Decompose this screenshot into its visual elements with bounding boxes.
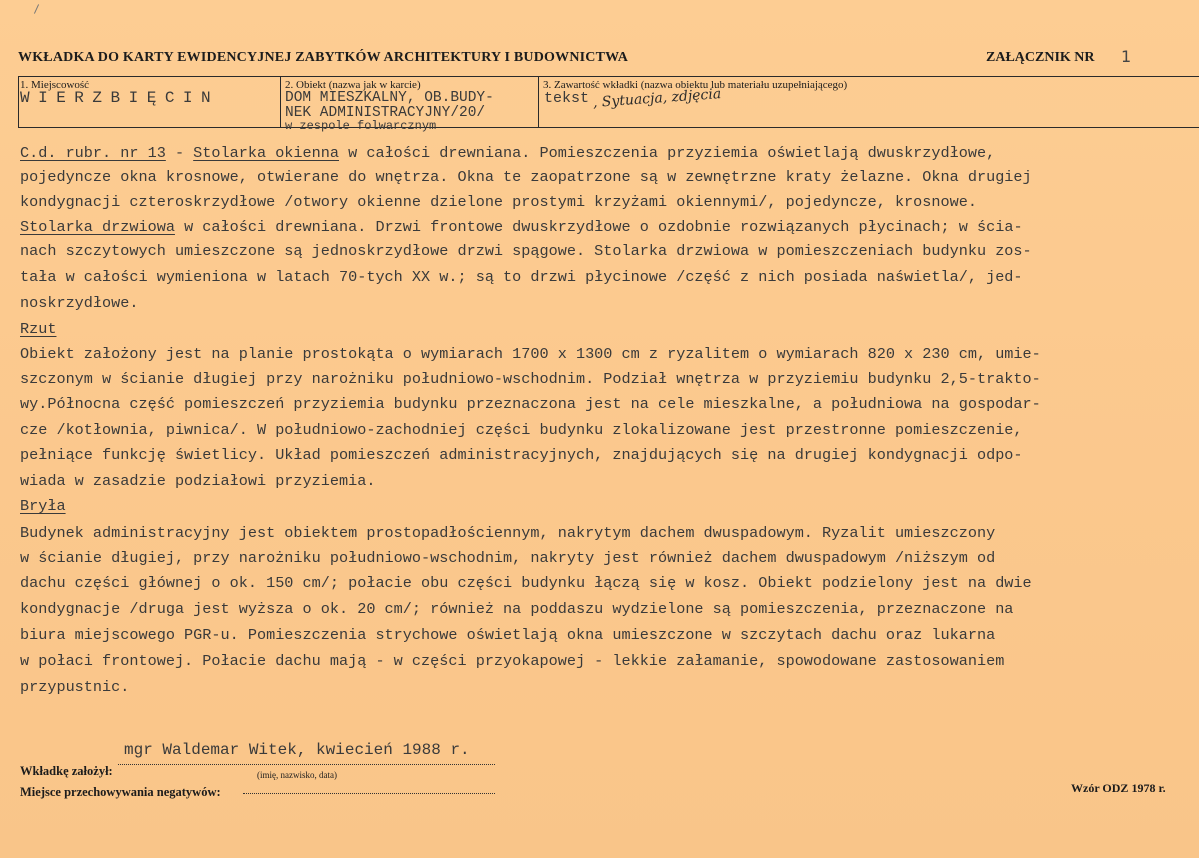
rubric-ref: C.d. rubr. nr 13 <box>20 144 166 162</box>
negatywy-label: Miejsce przechowywania negatywów: <box>20 785 221 799</box>
field-divider-2 <box>538 76 539 128</box>
zalozyl-caption: (imię, nazwisko, data) <box>257 770 337 780</box>
bryla-line-1: Budynek administracyjny jest obiektem prostopadłościennym, nakrytym dachem dwuspadowym. Ryzalit umieszczony <box>20 524 996 542</box>
dash: - <box>165 144 194 162</box>
rzut-line-4: cze /kotłownia, piwnica/. W południowo-zachodniej części budynku zlokalizowane jest przestronne pomieszczenie, <box>20 421 1023 439</box>
attachment-label: ZAŁĄCZNIK NR <box>986 50 1095 65</box>
attachment-number: 1 <box>1121 47 1132 66</box>
body-line-5: nach szczytowych umieszczone są jednoskrzydłowe drzwi spągowe. Stolarka drzwiowa w pomieszczeniach budynku zos- <box>20 242 1032 260</box>
heading-bryla: Bryła <box>20 497 66 515</box>
body-line-4 <box>20 220 1023 235</box>
negatywy-dotted-line <box>243 793 495 794</box>
zawartosc-handwritten-value: , Sytuacja, zdjęcia <box>592 86 722 111</box>
body-line-3: kondygnacji czteroskrzydłowe /otwory okienne dzielone prostymi krzyżami okiennymi/, pojedyncze, krosnowe. <box>20 193 977 211</box>
zawartosc-label: 3. Zawartość wkładki (nazwa obiektu lub materiału uzupełniającego) <box>543 79 848 91</box>
body-line-1 <box>20 146 995 161</box>
pencil-mark <box>34 4 39 13</box>
bryla-line-6: w połaci frontowej. Połacie dachu mają - w części przyokapowej - lekkie załamanie, spowodowane zastosowaniem <box>20 652 1005 670</box>
heading-stolarka-okienna: Stolarka okienna <box>193 144 339 162</box>
rzut-line-1: Obiekt założony jest na planie prostokąta o wymiarach 1700 x 1300 cm z ryzalitem o wymiarach 820 x 230 cm, umie- <box>20 345 1041 363</box>
bryla-line-3: dachu części głównej o ok. 150 cm/; połacie obu części budynku łączą się w kosz. Obiekt podzielony jest na dwie <box>20 574 1032 592</box>
body-line-7: noskrzydłowe. <box>20 294 139 312</box>
form-version: Wzór ODZ 1978 r. <box>1071 781 1166 795</box>
zalozyl-label: Wkładkę założył: <box>20 764 113 778</box>
obiekt-value-line2: NEK ADMINISTRACYJNY/20/ <box>285 105 486 121</box>
zalozyl-dotted-line <box>118 764 495 765</box>
rzut-line-2: szczonym w ścianie długiej przy narożniku południowo-wschodnim. Podział wnętrza w przyziemiu budynku 2,5-trakto- <box>20 370 1041 388</box>
obiekt-value-line1: DOM MIESZKALNY, OB.BUDY- <box>285 90 494 106</box>
body-line-2: pojedyncze okna krosnowe, otwierane do wnętrza. Okna te zaopatrzone są w zewnętrzne kraty żelazne. Okna drugiej <box>20 168 1032 186</box>
miejscowosc-label: 1. Miejscowość <box>20 79 90 91</box>
rzut-line-3: wy.Północna część pomieszczeń przyziemia budynku przeznaczona jest na cele mieszkalne, a południowa na gospodar- <box>20 395 1041 413</box>
header-rule-bottom <box>18 127 1199 128</box>
bryla-line-7: przypustnic. <box>20 678 130 696</box>
rzut-line-5: pełniące funkcję świetlicy. Układ pomieszczeń administracyjnych, znajdujących się na drugiej kondygnacji odpo- <box>20 446 1023 464</box>
text: w całości drewniana. Drzwi frontowe dwuskrzydłowe o ozdobnie rozwiązanych płycinach; w ścia- <box>174 218 1023 236</box>
zalozyl-value: mgr Waldemar Witek, kwiecień 1988 r. <box>124 741 470 759</box>
header-rule-top <box>18 76 1199 77</box>
rzut-line-6: wiada w zasadzie podziałowi przyziemia. <box>20 472 376 490</box>
text: w całości drewniana. Pomieszczenia przyziemia oświetlają dwuskrzydłowe, <box>339 144 996 162</box>
heading-stolarka-drzwiowa: Stolarka drzwiowa <box>20 218 175 236</box>
bryla-line-4: kondygnacje /druga jest wyższa o ok. 20 cm/; również na poddaszu wydzielone są pomieszczenia, przeznaczone na <box>20 600 1014 618</box>
obiekt-label: 2. Obiekt (nazwa jak w karcie) <box>285 79 421 91</box>
obiekt-value-line3: w zespole folwarcznym <box>285 119 437 133</box>
zawartosc-typed-value: tekst <box>544 90 590 107</box>
bryla-line-5: biura miejscowego PGR-u. Pomieszczenia strychowe oświetlają okna umieszczone w szczytach dachu oraz lukarna <box>20 626 996 644</box>
miejscowosc-value: WIERZBIĘCIN <box>20 89 220 107</box>
field-divider-left <box>18 76 19 128</box>
heading-rzut: Rzut <box>20 320 57 338</box>
bryla-line-2: w ścianie długiej, przy narożniku południowo-wschodnim, nakryty jest również dachem dwuspadowym /niższym od <box>20 549 996 567</box>
body-line-6: tała w całości wymieniona w latach 70-tych XX w.; są to drzwi płycinowe /część z nich posiada naświetla/, jed- <box>20 268 1023 286</box>
form-title: WKŁADKA DO KARTY EWIDENCYJNEJ ZABYTKÓW ARCHITEKTURY I BUDOWNICTWA <box>18 50 629 65</box>
field-divider-1 <box>280 76 281 128</box>
